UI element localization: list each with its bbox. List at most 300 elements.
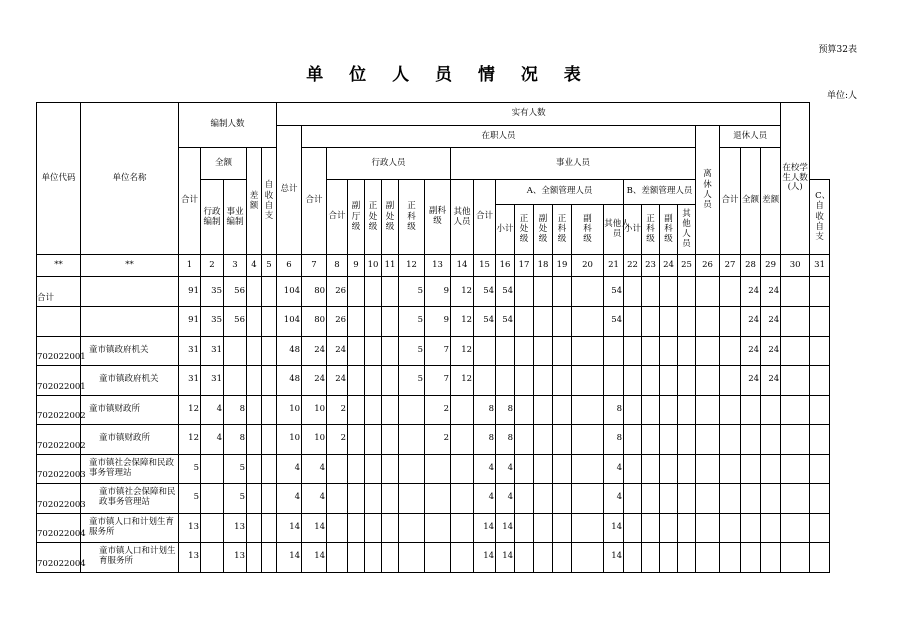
value-cell [624, 307, 642, 337]
value-cell [534, 395, 553, 425]
unit-name-cell [81, 307, 179, 337]
value-cell [348, 543, 365, 573]
value-cell: 4 [201, 425, 224, 455]
value-cell: 5 [179, 484, 201, 514]
value-cell [660, 336, 678, 366]
value-cell [660, 366, 678, 396]
value-cell: 14 [474, 513, 496, 543]
value-cell [720, 513, 741, 543]
value-cell: 80 [302, 307, 327, 337]
unit-code-cell: 702022004 [37, 513, 81, 543]
value-cell [678, 425, 696, 455]
unit-code-cell: 702022001 [37, 336, 81, 366]
value-cell [262, 395, 277, 425]
value-cell: 8 [496, 425, 515, 455]
value-cell [553, 307, 572, 337]
value-cell [382, 454, 399, 484]
value-cell [678, 454, 696, 484]
value-cell: 54 [474, 307, 496, 337]
value-cell: 24 [741, 366, 761, 396]
value-cell [348, 395, 365, 425]
value-cell [534, 425, 553, 455]
value-cell [781, 454, 810, 484]
unit-name-cell: 童市镇人口和计划生育服务所 [81, 543, 179, 573]
value-cell [678, 513, 696, 543]
index-cell: 31 [810, 255, 830, 277]
value-cell: 2 [425, 425, 451, 455]
value-cell [678, 366, 696, 396]
value-cell: 14 [277, 543, 302, 573]
header-bz-total: 合计 [179, 148, 201, 255]
value-cell: 8 [474, 425, 496, 455]
value-cell [696, 307, 720, 337]
value-cell [741, 484, 761, 514]
value-cell [660, 395, 678, 425]
unit-name-cell: 童市镇财政所 [81, 395, 179, 425]
value-cell: 54 [496, 277, 515, 307]
value-cell: 31 [179, 336, 201, 366]
value-cell [262, 366, 277, 396]
value-cell [624, 277, 642, 307]
value-cell: 24 [327, 366, 348, 396]
value-cell: 24 [741, 277, 761, 307]
value-cell [247, 277, 262, 307]
value-cell [365, 395, 382, 425]
index-cell: 18 [534, 255, 553, 277]
unit-code-cell: 702022002 [37, 425, 81, 455]
value-cell [534, 366, 553, 396]
value-cell [624, 513, 642, 543]
header-zaixiao: 在校学生人数(人) [781, 103, 810, 255]
value-cell [515, 543, 534, 573]
value-cell [365, 277, 382, 307]
value-cell: 31 [179, 366, 201, 396]
value-cell: 9 [425, 307, 451, 337]
value-cell: 4 [474, 454, 496, 484]
header-shiye-ry: 事业人员 [451, 148, 696, 180]
header-shiye-bz: 事业编制 [224, 180, 247, 255]
value-cell: 9 [425, 277, 451, 307]
value-cell [642, 543, 660, 573]
value-cell: 24 [741, 336, 761, 366]
value-cell [425, 513, 451, 543]
staff-table [36, 102, 830, 573]
value-cell: 26 [327, 277, 348, 307]
value-cell: 13 [179, 513, 201, 543]
value-cell [696, 513, 720, 543]
value-cell [696, 425, 720, 455]
value-cell [474, 336, 496, 366]
unit-code-cell: 合计 [37, 277, 81, 307]
value-cell: 4 [496, 484, 515, 514]
value-cell [604, 336, 624, 366]
index-cell: 25 [678, 255, 696, 277]
index-cell: 21 [604, 255, 624, 277]
value-cell [696, 366, 720, 396]
value-cell: 24 [761, 277, 781, 307]
index-cell: 2 [201, 255, 224, 277]
value-cell [553, 395, 572, 425]
header-sy-heji: 合计 [474, 180, 496, 255]
value-cell: 12 [451, 307, 474, 337]
header-fuchu: 副处级 [382, 180, 399, 255]
unit-code-cell: 702022004 [37, 543, 81, 573]
value-cell: 24 [302, 336, 327, 366]
value-cell [624, 484, 642, 514]
table-row [37, 513, 830, 543]
header-shiyou: 实有人数 [277, 103, 781, 126]
value-cell: 4 [302, 484, 327, 514]
value-cell [642, 425, 660, 455]
value-cell [515, 307, 534, 337]
value-cell: 91 [179, 307, 201, 337]
value-cell [720, 543, 741, 573]
value-cell: 4 [474, 484, 496, 514]
value-cell [327, 543, 348, 573]
value-cell [348, 366, 365, 396]
index-cell: 1 [179, 255, 201, 277]
value-cell: 12 [451, 277, 474, 307]
index-cell: 29 [761, 255, 781, 277]
value-cell [247, 484, 262, 514]
value-cell [534, 307, 553, 337]
value-cell [534, 454, 553, 484]
value-cell: 8 [604, 425, 624, 455]
value-cell [624, 366, 642, 396]
value-cell [399, 484, 425, 514]
value-cell [660, 484, 678, 514]
value-cell [720, 484, 741, 514]
value-cell [660, 425, 678, 455]
header-tuixiu-quan: 全额 [741, 148, 761, 255]
value-cell [365, 454, 382, 484]
value-cell [660, 307, 678, 337]
header-tuixiu: 退休人员 [720, 126, 781, 148]
value-cell: 13 [224, 543, 247, 573]
value-cell: 54 [604, 277, 624, 307]
value-cell [781, 277, 810, 307]
value-cell [696, 336, 720, 366]
value-cell: 104 [277, 277, 302, 307]
value-cell [262, 543, 277, 573]
value-cell [327, 484, 348, 514]
value-cell [399, 454, 425, 484]
header-zishou: 自收自支 [262, 148, 277, 255]
header-a-group: A、全额管理人员 [496, 180, 624, 205]
value-cell [515, 425, 534, 455]
value-cell [224, 336, 247, 366]
value-cell [534, 484, 553, 514]
value-cell [810, 484, 830, 514]
value-cell [696, 543, 720, 573]
table-row [37, 277, 830, 307]
value-cell: 56 [224, 307, 247, 337]
value-cell [515, 484, 534, 514]
value-cell [810, 513, 830, 543]
index-cell: 12 [399, 255, 425, 277]
value-cell [720, 277, 741, 307]
value-cell [761, 454, 781, 484]
unit-name-cell: 童市镇财政所 [81, 425, 179, 455]
value-cell [572, 543, 604, 573]
header-zongji: 总计 [277, 126, 302, 255]
value-cell: 31 [201, 336, 224, 366]
form-number: 预算32表 [818, 45, 857, 55]
value-cell [553, 366, 572, 396]
value-cell [761, 484, 781, 514]
value-cell [624, 425, 642, 455]
value-cell: 14 [277, 513, 302, 543]
value-cell [572, 277, 604, 307]
value-cell: 5 [224, 484, 247, 514]
value-cell [262, 513, 277, 543]
value-cell [247, 307, 262, 337]
value-cell: 4 [201, 395, 224, 425]
value-cell [572, 454, 604, 484]
unit-code-cell: 702022002 [37, 395, 81, 425]
index-row [37, 255, 830, 277]
table-row [37, 395, 830, 425]
value-cell: 14 [604, 543, 624, 573]
value-cell: 24 [761, 307, 781, 337]
value-cell [781, 425, 810, 455]
header-a-fuchu: 副处级 [534, 205, 553, 255]
value-cell [678, 277, 696, 307]
value-cell [425, 454, 451, 484]
value-cell [781, 307, 810, 337]
header-tuixiu-cha: 差额 [761, 148, 781, 255]
value-cell [810, 543, 830, 573]
header-a-zhengke: 正科级 [553, 205, 572, 255]
value-cell [382, 543, 399, 573]
header-b-zhengke: 正科级 [642, 205, 660, 255]
value-cell [348, 484, 365, 514]
header-xz-heji: 合计 [327, 180, 348, 255]
value-cell [553, 543, 572, 573]
index-cell: 5 [262, 255, 277, 277]
table-row [37, 484, 830, 514]
value-cell [365, 484, 382, 514]
value-cell [810, 366, 830, 396]
value-cell [348, 513, 365, 543]
unit-name-cell: 童市镇政府机关 [81, 366, 179, 396]
unit-name-cell: 童市镇社会保障和民政事务管理站 [81, 484, 179, 514]
value-cell: 14 [604, 513, 624, 543]
value-cell [642, 277, 660, 307]
header-xingzheng-bz: 行政编制 [201, 180, 224, 255]
table-row [37, 336, 830, 366]
header-b-xiaoji: 小计 [624, 205, 642, 255]
value-cell [642, 395, 660, 425]
header-qita: 其他人员 [451, 180, 474, 255]
header-name: 单位名称 [81, 103, 179, 255]
unit-code-cell: 702022003 [37, 484, 81, 514]
header-zaizhi: 在职人员 [302, 126, 696, 148]
value-cell [451, 425, 474, 455]
index-cell: 16 [496, 255, 515, 277]
value-cell [262, 454, 277, 484]
value-cell: 4 [277, 454, 302, 484]
value-cell [201, 484, 224, 514]
value-cell [761, 513, 781, 543]
value-cell [348, 425, 365, 455]
value-cell [553, 336, 572, 366]
value-cell [642, 336, 660, 366]
header-bianzhi: 编制人数 [179, 103, 277, 148]
unit-name-cell: 童市镇人口和计划生育服务所 [81, 513, 179, 543]
value-cell: 2 [425, 395, 451, 425]
value-cell [382, 484, 399, 514]
value-cell [572, 513, 604, 543]
page-title: 单 位 人 员 情 况 表 [306, 65, 591, 85]
value-cell: 10 [302, 425, 327, 455]
value-cell: 4 [277, 484, 302, 514]
index-cell: 23 [642, 255, 660, 277]
value-cell: 10 [277, 425, 302, 455]
value-cell [382, 307, 399, 337]
value-cell: 26 [327, 307, 348, 337]
value-cell: 8 [496, 395, 515, 425]
header-b-group: B、差额管理人员 [624, 180, 696, 205]
value-cell: 24 [761, 366, 781, 396]
value-cell [660, 454, 678, 484]
value-cell [348, 277, 365, 307]
value-cell [810, 307, 830, 337]
index-cell: 24 [660, 255, 678, 277]
value-cell [327, 513, 348, 543]
value-cell [399, 425, 425, 455]
index-cell: 14 [451, 255, 474, 277]
value-cell: 12 [451, 336, 474, 366]
value-cell: 8 [224, 425, 247, 455]
value-cell: 8 [604, 395, 624, 425]
value-cell [642, 513, 660, 543]
value-cell: 12 [451, 366, 474, 396]
unit-code-cell: 702022003 [37, 454, 81, 484]
header-zhengchu: 正处级 [365, 180, 382, 255]
value-cell: 7 [425, 336, 451, 366]
unit-label: 单位:人 [826, 91, 857, 101]
header-b-qita: 其他人员 [678, 205, 696, 255]
value-cell [534, 543, 553, 573]
value-cell [678, 395, 696, 425]
value-cell [660, 543, 678, 573]
value-cell [451, 513, 474, 543]
unit-name-cell [81, 277, 179, 307]
header-code: 单位代码 [37, 103, 81, 255]
value-cell [348, 454, 365, 484]
value-cell [365, 336, 382, 366]
value-cell [624, 395, 642, 425]
value-cell [642, 366, 660, 396]
value-cell: 4 [496, 454, 515, 484]
value-cell [696, 454, 720, 484]
value-cell [572, 366, 604, 396]
index-cell: 15 [474, 255, 496, 277]
value-cell: 5 [399, 366, 425, 396]
unit-code-cell: 702022001 [37, 366, 81, 396]
value-cell [262, 336, 277, 366]
value-cell [382, 336, 399, 366]
value-cell [399, 513, 425, 543]
header-zhengke: 正科级 [399, 180, 425, 255]
value-cell [741, 543, 761, 573]
index-cell: 11 [382, 255, 399, 277]
index-cell: 13 [425, 255, 451, 277]
value-cell [781, 484, 810, 514]
value-cell [741, 454, 761, 484]
value-cell: 10 [277, 395, 302, 425]
value-cell: 54 [604, 307, 624, 337]
table-row [37, 454, 830, 484]
value-cell: 4 [604, 484, 624, 514]
value-cell [660, 277, 678, 307]
value-cell [553, 454, 572, 484]
value-cell [696, 395, 720, 425]
value-cell [696, 484, 720, 514]
value-cell: 2 [327, 395, 348, 425]
value-cell: 14 [302, 513, 327, 543]
index-cell: ** [81, 255, 179, 277]
value-cell [781, 513, 810, 543]
value-cell [365, 425, 382, 455]
unit-name-cell: 童市镇政府机关 [81, 336, 179, 366]
value-cell [451, 454, 474, 484]
value-cell: 5 [399, 336, 425, 366]
value-cell [553, 277, 572, 307]
header-b-fuke: 副科级 [660, 205, 678, 255]
value-cell: 5 [179, 454, 201, 484]
value-cell: 5 [224, 454, 247, 484]
value-cell [572, 395, 604, 425]
value-cell [399, 395, 425, 425]
value-cell [247, 425, 262, 455]
value-cell: 14 [496, 543, 515, 573]
value-cell [496, 336, 515, 366]
header-c-group: C、自收自支 [810, 180, 830, 255]
value-cell [247, 543, 262, 573]
value-cell [720, 425, 741, 455]
value-cell [604, 366, 624, 396]
value-cell [761, 425, 781, 455]
value-cell [262, 277, 277, 307]
table-row [37, 366, 830, 396]
value-cell [365, 366, 382, 396]
value-cell: 54 [496, 307, 515, 337]
value-cell: 14 [302, 543, 327, 573]
index-cell: 10 [365, 255, 382, 277]
value-cell [761, 395, 781, 425]
value-cell [741, 395, 761, 425]
value-cell [781, 543, 810, 573]
value-cell [553, 425, 572, 455]
value-cell [474, 366, 496, 396]
value-cell [720, 336, 741, 366]
value-cell [553, 484, 572, 514]
value-cell [348, 307, 365, 337]
value-cell [553, 513, 572, 543]
value-cell [262, 425, 277, 455]
table-row [37, 543, 830, 573]
value-cell [247, 336, 262, 366]
value-cell: 2 [327, 425, 348, 455]
index-cell: 9 [348, 255, 365, 277]
value-cell [781, 395, 810, 425]
value-cell [247, 395, 262, 425]
index-cell: 4 [247, 255, 262, 277]
value-cell [262, 307, 277, 337]
value-cell: 24 [741, 307, 761, 337]
